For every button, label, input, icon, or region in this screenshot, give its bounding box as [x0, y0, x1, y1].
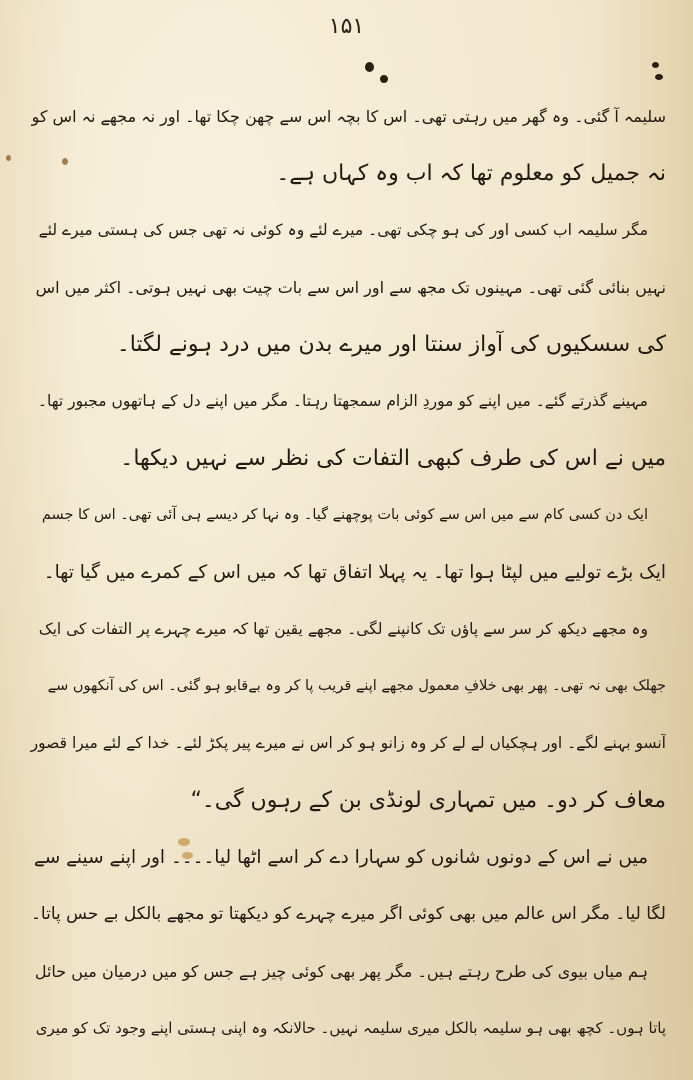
text-line: میں نے اس کی طرف کبھی التفات کی نظر سے نہیں دیکھا۔ — [120, 446, 666, 471]
text-line: پاتا ہوں۔ کچھ بھی ہو سلیمہ بالکل میری سلیمہ نہیں۔ حالانکہ وہ اپنی ہستی اپنے وجود تک کو میری — [35, 1019, 666, 1037]
ink-spot — [655, 74, 663, 80]
text-line: مگر سلیمہ اب کسی اور کی ہو چکی تھی۔ میرے لئے وہ کوئی نہ تھی جس کی ہستی میرے لئے — [38, 221, 648, 239]
text-line: ایک بڑے تولیے میں لپٹا ہوا تھا۔ یہ پہلا اتفاق تھا کہ میں اس کے کمرے میں گیا تھا۔ — [43, 562, 666, 583]
ink-spot — [365, 62, 374, 72]
text-line: لگا لیا۔ مگر اس عالم میں بھی کوئی اگر میرے چہرے کو دیکھتا تو مجھے بالکل بے حس پاتا۔ — [30, 904, 666, 924]
page-number: ۱۵۱ — [328, 14, 365, 39]
text-line: آنسو بہنے لگے۔ اور ہچکیاں لے لے کر وہ زانو ہو کر اس نے میرے پیر پکڑ لئے۔ خدا کے لئے میرا قصور — [30, 734, 666, 752]
ink-spot — [6, 155, 11, 161]
text-line: نہیں بنائی گئی تھی۔ مہینوں تک مجھ سے اور اس سے بات چیت بھی نہیں ہوتی۔ اکثر میں اس — [35, 278, 666, 297]
text-line: نہ جمیل کو معلوم تھا کہ اب وہ کہاں ہے۔ — [276, 161, 666, 186]
text-line: سلیمہ آ گئی۔ وہ گھر میں رہتی تھی۔ اس کا بچہ اس سے چھن چکا تھا۔ اور نہ مجھے نہ اس کو — [31, 107, 666, 126]
ink-spot — [380, 75, 388, 83]
text-line: معاف کر دو۔ میں تمہاری لونڈی بن کے رہوں گی۔“ — [190, 788, 666, 813]
ink-spot — [652, 62, 659, 68]
text-line: میں نے اس کے دونوں شانوں کو سہارا دے کر اسے اٹھا لیا۔۔۔۔ اور اپنے سینے سے — [33, 847, 648, 868]
text-body — [30, 88, 666, 1068]
text-line: جھلک بھی نہ تھی۔ پھر بھی خلافِ معمول مجھے اپنے قریب پا کر وہ بےقابو ہو گئی۔ اس کی آنکھوں سے — [47, 678, 666, 694]
text-line: کی سسکیوں کی آواز سنتا اور میرے بدن میں درد ہونے لگتا۔ — [116, 332, 666, 357]
text-line: مہینے گذرتے گئے۔ میں اپنے کو موردِ الزام سمجھتا رہتا۔ مگر میں اپنے دل کے ہاتھوں مجبور تھا۔ — [37, 392, 648, 410]
text-line: ایک دن کسی کام سے میں اس سے کوئی بات پوچھنے گیا۔ وہ نہا کر دیسے ہی آئی تھی۔ اس کا جسم — [41, 507, 648, 523]
text-line: ہم میاں بیوی کی طرح رہتے ہیں۔ مگر پھر بھی کوئی چیز ہے جس کو میں درمیان میں حائل — [34, 962, 648, 981]
text-line: وہ مجھے دیکھ کر سر سے پاؤں تک کانپنے لگی۔ مجھے یقین تھا کہ میرے چہرے پر التفات کی ایک — [38, 620, 648, 638]
